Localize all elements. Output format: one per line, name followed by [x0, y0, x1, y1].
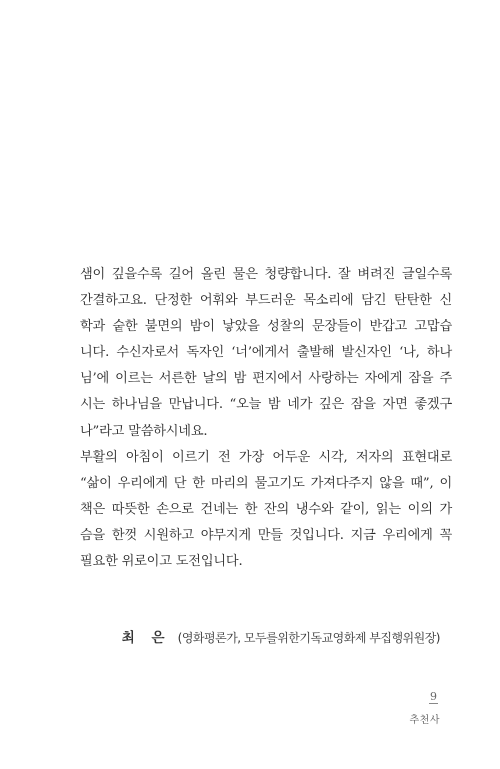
page-number: 9	[430, 690, 437, 703]
recommendation-text	[80, 262, 452, 575]
text-line: 니다. 수신자로서 독자인 ‘너’에게서 출발해 발신자인 ‘나, 하나	[80, 345, 452, 361]
text-line: 슴을 한껏 시원하고 야무지게 만들 것입니다. 지금 우리에게 꼭	[80, 527, 452, 543]
text-line: 책은 따뜻한 손으로 건네는 한 잔의 냉수와 같이, 읽는 이의 가	[80, 501, 452, 517]
text-line: “삶이 우리에게 단 한 마리의 물고기도 가져다주지 않을 때”, 이	[80, 475, 452, 491]
text-line: 시는 하나님을 만납니다. “오늘 밤 네가 깊은 잠을 자면 좋겠구	[80, 397, 452, 413]
signature-name: 최 은	[121, 630, 171, 646]
running-head: 추천사	[409, 715, 440, 726]
text-line: 간결하고요. 단정한 어휘와 부드러운 목소리에 담긴 탄탄한 신	[80, 293, 452, 309]
text-line: 나”라고 말씀하시네요.	[80, 423, 208, 439]
signature-role: (영화평론가, 모두를위한기독교영화제 부집행위원장)	[177, 631, 440, 645]
text-line: 필요한 위로이고 도전입니다.	[80, 554, 243, 570]
author-signature	[122, 626, 440, 646]
text-line: 님’에 이르는 서른한 날의 밤 편지에서 사랑하는 자에게 잠을 주	[80, 371, 452, 387]
text-line: 학과 숱한 불면의 밤이 낳았을 성찰의 문장들이 반갑고 고맙습	[80, 319, 452, 335]
text-line: 샘이 깊을수록 길어 올린 물은 청량합니다. 잘 벼려진 글일수록	[80, 267, 452, 282]
text-line: 부활의 아침이 이르기 전 가장 어두운 시각, 저자의 표현대로	[80, 449, 452, 465]
